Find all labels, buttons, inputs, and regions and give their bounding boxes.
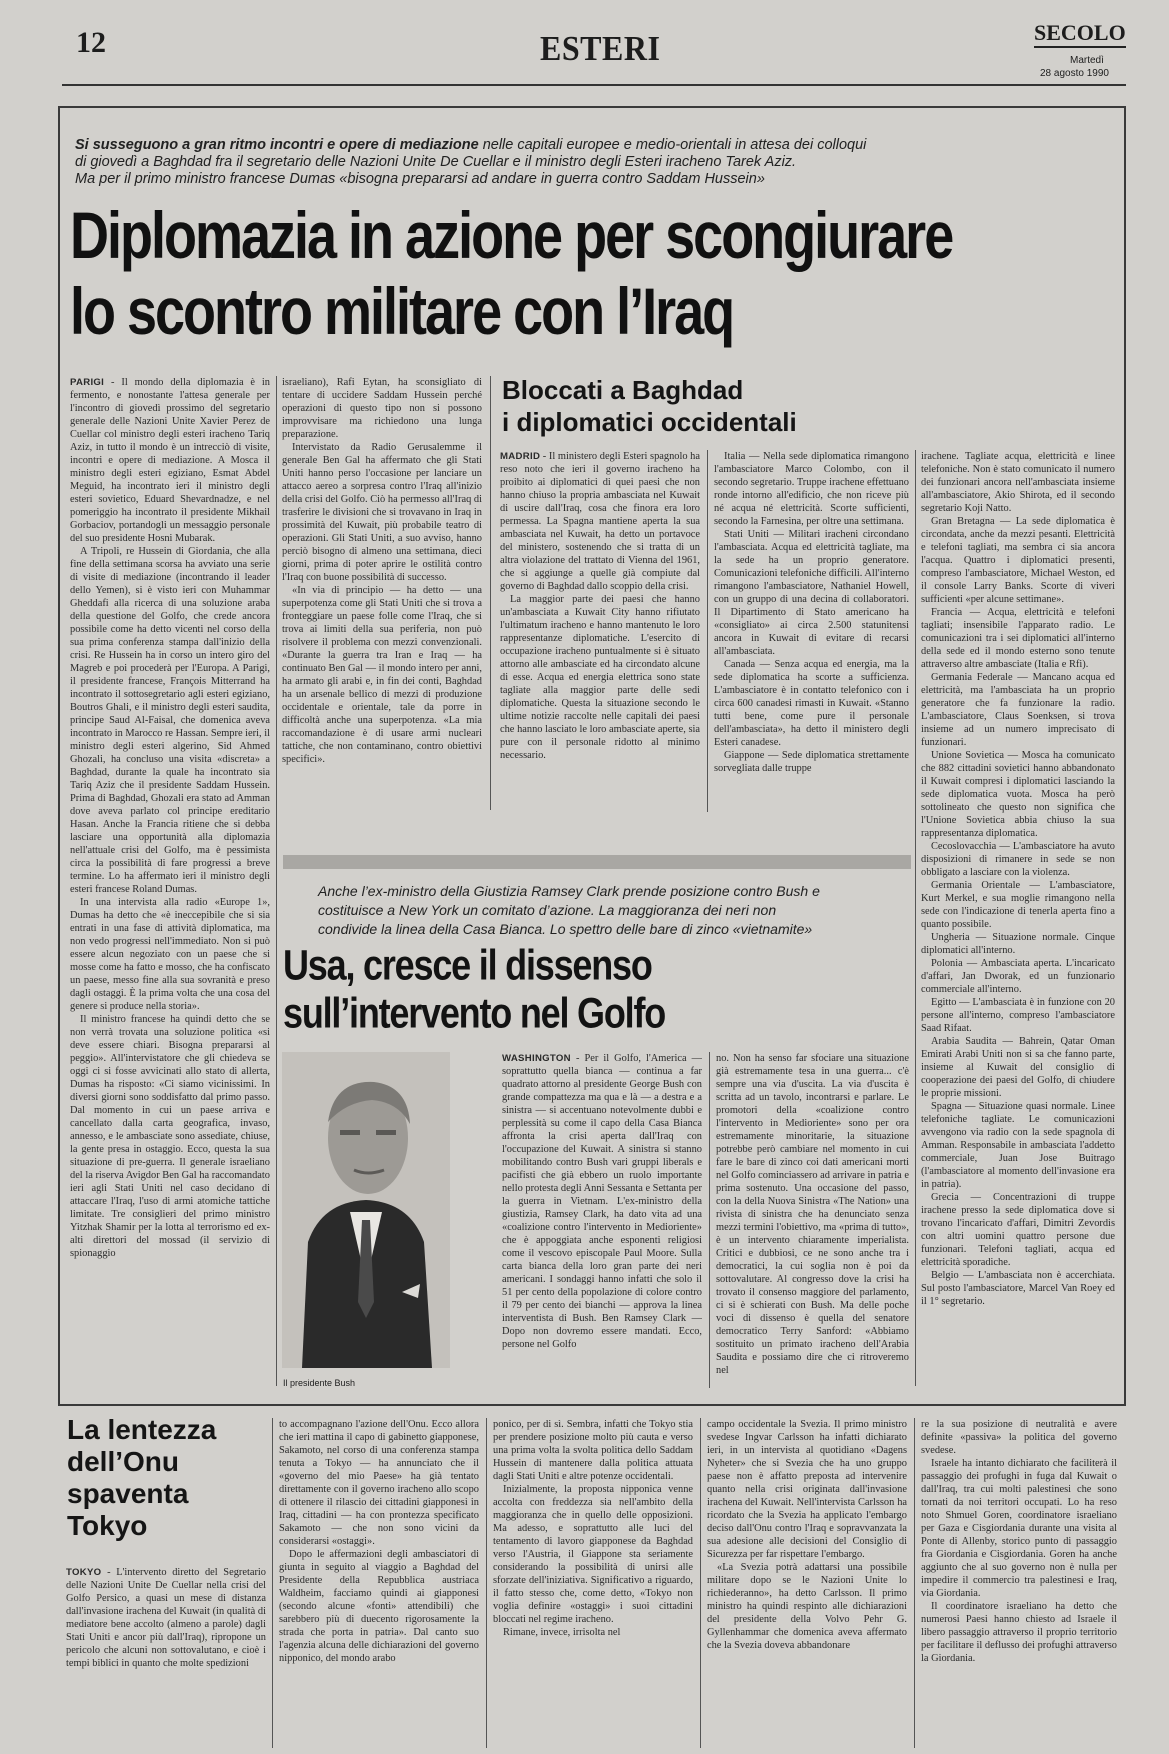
onu-col2-p1: to accompagnano l'azione dell'Onu. Ecco allora che ieri mattina il capo di gabinetto giapponese, Sakamoto, nel corso di una conferenza stampa tenuta a Tokyo — ha annunciato che il «governo del mio Paese» ha già tentato direttamente con il governo iracheno allo scopo di ottenere il rilascio dei cittadini giapponesi in Iraq, cittadini — ha con prontezza specificato Sakamoto — che non sono vicini da considerarsi «ostaggi».: [279, 1419, 479, 1547]
column-divider: [490, 376, 491, 810]
onu-headline-1: La lentezza: [67, 1414, 217, 1445]
usa-headline-1: Usa, cresce il dissenso: [283, 940, 652, 989]
dateline-madrid: MADRID: [500, 451, 541, 462]
usa-top-band: [283, 855, 911, 869]
usa-deck-line-2: costituisce a New York un comitato d’azione. La maggioranza dei neri non: [318, 902, 777, 918]
onu-col4-p2: «La Svezia potrà adattarsi una possibile militare dopo se le Nazioni Unite lo richiederanno», ha detto Carlsson. Il primo ministro ha quindi respinto alle dichiarazioni del presidente della Volvo Pehr G. Gyllenhammar che domenica aveva affermato che la Svezia doveva abbandonare: [707, 1562, 907, 1651]
lead-col2-p1: israeliano), Rafi Eytan, ha sconsigliato di tentare di uccidere Saddam Hussein perché operazioni di questo tipo non si possono improvvisare ma richiedono una lunga preparazione.: [282, 377, 482, 440]
baghdad-col3-p13: Grecia — Concentrazioni di truppe irachene presso la sede diplomatica dove si trovano l'incaricato d'affari, Dimitri Zevordis con altri uomini quattro persone due funzionari. Telefoni tagliati, acqua ed elettricità sporadiche.: [921, 1192, 1115, 1268]
onu-col3-p2: Inizialmente, la proposta nipponica venne accolta con freddezza sia nell'ambito della maggioranza che in quello delle opposizioni. Ma adesso, e soprattutto alle luci del tentamento di lavoro giapponese da Baghdad verso l'Austria, il Giappone sta seriamente considerando la possibilità di unirsi alle sforzate dell'iniziativa. Significativo a riguardo, il fatto stesso che, come detto, «Tokyo non voglia definire «ostaggi» i suoi cittadini bloccati nel regime iracheno.: [493, 1484, 693, 1625]
onu-col5-p2: Israele ha intanto dichiarato che faciliterà il passaggio dei profughi in fuga dal Kuwait o dall'Iraq, tra cui molti palestinesi che sono tornati da noi territori occupati. Lo ha reso noto Shmuel Goren, coordinatore israeliano per Gaza e Cisgiordania durante una visita al Ponte di Allenby, storico punto di passaggio fra Giordania e Cisgiordania. Goren ha anche aggiunto che al suo governo non è nulla per impedire il commercio tra palestinesi e Iraq, via Giordania.: [921, 1458, 1117, 1599]
lead-col1-p3: In una intervista alla radio «Europe 1», Dumas ha detto che «è ineccepibile che si sia entrati in una fase di attività diplomatica, ma non vedo progressi nell'immediato. Non si può essere alcun negoziato con un paese che si mosse come ha fatto e mosso, che ha confiscato un paese, messo fine alla sua sovranità e preso dagli ostaggi. È la prima volta che una cosa del genere si produce nella storia».: [70, 897, 270, 1012]
baghdad-col1-p2: La maggior parte dei paesi che hanno un'ambasciata a Kuwait City hanno rifiutato l'ultimatum iracheno e hanno mantenuto le loro rappresentanze diplomatiche. L'esercito di occupazione iracheno puntualmente si è situato attorno alle ambasciate ed ha circondato alcune di esse. Acqua ed energia elettrica sono state tagliate alla maggior parte delle sedi diplomatiche. Questa la situazione secondo le ultime notizie raccolte nelle capitali dei paesi che hanno lasciato le loro ambasciate aperte, sia pure con il personale ridotto al minimo necessario.: [500, 594, 700, 761]
baghdad-col2-p4: Giappone — Sede diplomatica strettamente sorvegliata dalle truppe: [714, 750, 909, 774]
deck-lead-bold: Si susseguono a gran ritmo incontri e opere di mediazione: [75, 137, 479, 153]
column-divider: [272, 1418, 273, 1748]
onu-headline-4: Tokyo: [67, 1510, 148, 1541]
column-divider: [915, 450, 916, 1386]
usa-deck: [318, 882, 913, 939]
baghdad-col3-p5: Unione Sovietica — Mosca ha comunicato che 882 cittadini sovietici hanno abbandonato il Kuwait compresi i diplomatici lasciando la sede diplomatica vuota. Mosca ha però sottolineato che questo non significa che l'Unione Sovietica abbia chiuso la sua rappresentanza diplomatica.: [921, 750, 1115, 839]
baghdad-col3-p2: Gran Bretagna — La sede diplomatica è circondata, anche da mezzi pesanti. Elettricità e telefoni tagliati, ma sembra ci sia ancora l'acqua. Quattro i diplomatici presenti, compreso l'ambasciatore, Michael Weston, ed il console Larry Banks. Scorte di viveri sufficienti «per alcune settimane».: [921, 516, 1115, 605]
lead-headline-1: Diplomazia in azione per scongiurare: [70, 199, 953, 273]
lead-column-1: [70, 376, 270, 1386]
bush-photo: [282, 1052, 450, 1368]
onu-column-3: [493, 1418, 693, 1748]
section-title: ESTERI: [540, 28, 661, 68]
usa-column-1: [502, 1052, 702, 1388]
baghdad-col2-p3: Canada — Senza acqua ed energia, ma la sede diplomatica ha scorte a sufficienza. L'ambasciatore è in contatto telefonico con i circa 600 canadesi rimasti in Kuwait. «Stanno tutti bene, come pure il personale dell'ambasciata», ha detto il ministero degli Esteri canadese.: [714, 659, 909, 748]
baghdad-headline-2: i diplomatici occidentali: [502, 407, 797, 437]
masthead-rule: [62, 84, 1126, 86]
lead-col1-p4: Il ministro francese ha quindi detto che se non verrà trovata una soluzione politica «si deve essere chiari. Bisogna prepararsi al peggio». All'intervistatore che gli chiedeva se oggi ci si fosse avvicinati allo stato di allerta, Dumas ha risposto: «Ci siamo vicinissimi. In diversi giorni sono soddisfatto dal primo passo. Dal momento in cui un paese arriva e cancellato dalla carta geografica, invaso, annesso, e le ambasciate sono assediate, chiuse, la gente presa in ostaggio. Ecco, questa la sua situazione di pre-guerra. Il generale israeliano del la riserva Avigdor Ben Gal ha raccomandato ieri agli Stati Uniti nel caso decidano di attaccare l'Iraq, l'uso di armi atomiche tattiche limitate. Tre consiglieri del primo ministro Yitzhak Shamir per la lotta al terrorismo ed ex-alti direttori del mossad (il servizio di spionaggio: [70, 1014, 270, 1259]
baghdad-col3-p12: Spagna — Situazione quasi normale. Linee telefoniche tagliate. Le comunicazioni avvengono via radio con la sede spagnola di Amman. Responsabile in ambasciata l'addetto commerciale, Juan Jose Buitrago (l'ambasciatore al momento dell'invasione era in patria).: [921, 1101, 1115, 1190]
onu-col5-p3: Il coordinatore israeliano ha detto che numerosi Paesi hanno chiesto ad Israele il libero passaggio attraverso il proprio territorio per facilitare il deflusso dei profughi attraverso la Giordania.: [921, 1601, 1117, 1664]
lead-col1-p2: A Tripoli, re Hussein di Giordania, che alla fine della settimana scorsa ha avviato una serie di visite di mediazione (incontrando il leader dello Yemen), si è visto ieri con Muhammar Gheddafi alla ricerca di una soluzione araba della questione del Golfo, che crede ancora possibile come ha detto vicenti nel corso della sua prima conferenza stampa dall'inizio della crisi. Re Hussein ha in corso un intero giro del Magreb e poi procederà per l'Europa. A Parigi, il presidente francese, François Mitterrand ha incontrato il sottosegretario agli esteri egiziano, Boutros Ghali, e il ministro degli esteri saudita, principe Saud Al-Faisal, che domenica aveva incontrato in Marocco re Hassan. Sempre ieri, il ministro degli esteri algerino, Sid Ahmed Ghozali, ha concluso una visita «discreta» a Baghdad, durante la quale ha incontrato sia Tariq Aziz che il presidente Saddam Hussein. Prima di Baghdad, Ghozali era stato ad Amman dove aveva parlato col principe ereditario Hasan. Anche la Francia ritiene che si debba lasciare una opportunità alla diplomazia nell'attuale crisi del Golfo, ma è pessimista circa la possibilità di fare progressi a breve termine. Lo ha affermato ieri il ministro degli esteri francese Roland Dumas.: [70, 546, 270, 895]
onu-column-1: [66, 1566, 266, 1748]
column-divider: [709, 1052, 710, 1388]
column-divider: [276, 376, 277, 1386]
lead-headline-2: lo scontro militare con l’Iraq: [70, 275, 734, 349]
lead-deck: [75, 137, 1105, 188]
dateline-parigi: PARIGI: [70, 377, 105, 388]
onu-col3-p1: ponico, per di sì. Sembra, infatti che Tokyo stia per prendere posizione molto più cauta e verso una prima volta la svolta politica dello Saddam Hussein di mantenere dalla politica attuata dagli Stati Uniti e altre potenze occidentali.: [493, 1419, 693, 1482]
newspaper-logo: SECOLO: [1034, 20, 1126, 48]
lead-col1-p1: - Il mondo della diplomazia è in fermento, e nonostante l'attesa generale per l'incontro di giovedì prossimo del segretario generale delle Nazioni Unite Xavier Perez de Cuellar col ministro degli esteri iracheno Tariq Aziz, in tutto il mondo è un intrecciò di visite, incontri e opere di mediazione. A Mosca il ministro degli esteri egiziano, Esmat Abdel Meguid, ha incontrato ieri il ministro degli esteri sovietico, Eduard Shevardnadze, e nel pomeriggio ha incontrato il presidente Mikhail Gorbaciov, portandogli un messaggio personale del suo presidente Hosni Mubarak.: [70, 377, 270, 544]
baghdad-column-2: [714, 450, 909, 812]
onu-column-4: [707, 1418, 907, 1748]
issue-day: Martedì: [1070, 55, 1104, 66]
column-divider: [486, 1418, 487, 1748]
onu-headline-2: dell’Onu: [67, 1446, 179, 1477]
baghdad-col3-p8: Ungheria — Situazione normale. Cinque diplomatici all'interno.: [921, 932, 1115, 956]
photo-caption: Il presidente Bush: [283, 1378, 356, 1388]
baghdad-column-1: [500, 450, 700, 812]
baghdad-col3-p11: Arabia Saudita — Bahrein, Qatar Oman Emirati Arabi Uniti non si sa che fanno parte, insieme al Kuwait del consiglio di cooperazione dei paesi del Golfo, di chiudere le proprie missioni.: [921, 1036, 1115, 1099]
usa-deck-line-3: condivide la linea della Casa Bianca. Lo spettro delle bare di zinco «vietnamite»: [318, 921, 813, 937]
dateline-washington: WASHINGTON: [502, 1053, 571, 1064]
dateline-tokyo: TOKYO: [66, 1567, 102, 1578]
usa-deck-line-1: Anche l’ex-ministro della Giustizia Ramsey Clark prende posizione contro Bush e: [318, 883, 820, 899]
issue-date: 28 agosto 1990: [1040, 68, 1109, 79]
baghdad-col3-p9: Polonia — Ambasciata aperta. L'incaricato d'affari, Jan Dworak, ed un funzionario commerciale all'interno.: [921, 958, 1115, 995]
lead-col2-p3: «In via di principio — ha detto — una superpotenza come gli Stati Uniti che si trova a fronteggiare un paese folle come l'Iraq, che si trova ai limiti della sua periferia, non può risolvere il problema con mezzi convenzionali. «Durante la guerra tra Iran e Iraq — ha continuato Ben Gal — il mondo intero per anni, ha armato gli arabi e, in fin dei conti, Baghdad ha un arsenale bellico di mezzi di produzione occidentale e orientale, tale da porre in difficoltà anche una superpotenza. «La mia raccomandazione è di usare armi nucleari tattiche, che non contaminano, contro obiettivi specifici».: [282, 585, 482, 765]
baghdad-col2-p1: Italia — Nella sede diplomatica rimangono l'ambasciatore Marco Colombo, con il secondo segretario. Truppe irachene effettuano ronde intorno all'edificio, che non riceve più né acqua né elettricità. Scorte sufficienti, secondo la Farnesina, per oltre una settimana.: [714, 451, 909, 527]
onu-col1-p1: - L'intervento diretto del Segretario delle Nazioni Unite De Cuellar nella crisi del Golfo Persico, a quasi un mese di distanza dall'invasione irachena del Kuwait (in qualità di mediatore bene accolto (almeno a parole) dagli Stati Uniti e ancor più dall'Iraq), ripropone un pericolo che alcuni non sottovalutano, e cioè i tempi biblici in quanto che molte spedizioni: [66, 1567, 266, 1669]
baghdad-col1-p1: - Il ministero degli Esteri spagnolo ha reso noto che ieri il governo iracheno ha proibito ai diplomatici di quei paesi che non hanno chiuso la propria ambasciata nel Kuwait di uscire dall'Iraq, cosa che finora era loro permessa. La Spagna mantiene aperta la sua ambasciata nel Kuwait, ha detto un portavoce del ministero, sostenendo che si tratta di un altra violazione del trattato di Vienna del 1961, che si aggiunge a quelle già compiute dal governo di Baghdad dallo scoppio della crisi.: [500, 451, 700, 592]
baghdad-col2-p2: Stati Uniti — Militari iracheni circondano l'ambasciata. Acqua ed elettricità tagliate, ma la sede ha un proprio generatore. Comunicazioni telefoniche difficili. All'interno rimangono l'ambasciatore, Nathaniel Howell, con un gruppo di una decina di collaboratori. Il Dipartimento di Stato americano ha «consigliato» ai circa 2.500 statunitensi ancora in Kuwait di evitare di recarsi all'ambasciata.: [714, 529, 909, 657]
onu-col2-p2: Dopo le affermazioni degli ambasciatori di giunta in seguito al viaggio a Baghdad del Presidente della Repubblica austriaca Waldheim, facciamo quindi ai giapponesi (secondo alcune «fonti» attendibili) che sarebbero più di duecento rigorosamente la strada che porta in patria». Dal canto suo l'agenzia alcuna delle dichiarazioni del governo nipponico, del mondo arabo: [279, 1549, 479, 1664]
baghdad-col3-p6: Cecoslovacchia — L'ambasciatore ha avuto disposizioni di rimanere in sede se non obbligato a lasciare con la violenza.: [921, 841, 1115, 878]
onu-col3-p3: Rimane, invece, irrisolta nel: [503, 1627, 621, 1638]
deck-rest: nelle capitali europee e medio-orientali in attesa dei colloqui: [478, 137, 867, 153]
onu-column-2: [279, 1418, 479, 1748]
baghdad-col3-p1: irachene. Tagliate acqua, elettricità e linee telefoniche. Non è stato comunicato il numero dei funzionari ancora nell'ambasciata insieme all'ambasciatore, Akio Shirota, ed il secondo segretario Koji Natto.: [921, 451, 1115, 514]
baghdad-headline-1: Bloccati a Baghdad: [502, 375, 744, 405]
onu-headline-3: spaventa: [67, 1478, 189, 1509]
column-divider: [707, 450, 708, 812]
usa-column-2: [716, 1052, 909, 1388]
column-divider: [700, 1418, 701, 1748]
page-number: 12: [76, 26, 106, 59]
onu-col5-p1: re la sua posizione di neutralità e avere definite «passiva» la politica del governo svedese.: [921, 1419, 1117, 1456]
portrait-illustration: [282, 1052, 450, 1368]
baghdad-col3-p10: Egitto — L'ambasciata è in funzione con 20 persone all'interno, compreso l'ambasciatore Saad Rifaat.: [921, 997, 1115, 1034]
usa-col1-p1: - Per il Golfo, l'America — soprattutto quella bianca — continua a far quadrato attorno al presidente George Bush con grande compattezza ma qua e là — a destra e a sinistra — si accentuano notevolmente dubbi e perplessità su come il capo della Casa Bianca affronta la crisi aperta dall'Iraq con l'occupazione del Kuwait. A sinistra si stanno mobilitando contro Bush vari gruppi liberals e pacifisti che già ebbero un ruolo importante nello protesta degli Anni Sessanta e Settanta per la guerra in Vietnam. L'ex-ministro della giustizia, Ramsey Clark, ha dato vita ad una «coalizione contro l'intervento in Medioriente» che è appoggiata anche esponenti religiosi come il vescovo episcopale Paul Moore. Sulla carta bianca della loro gran parte dei neri americani. I sondaggi hanno infatti che solo il 51 per cento della popolazione di colore contro il 79 per cento dei bianchi — approva la linea interventista di Bush. Ben Ramsey Clark — Dopo non dovremo essere mandati. Ecco, persone nel Golfo: [502, 1053, 702, 1350]
baghdad-col3-p7: Germania Orientale — L'ambasciatore, Kurt Merkel, e sua moglie rimangono nella sede con l'indicazione di tenerla aperta fino a quanto possibile.: [921, 880, 1115, 930]
lead-column-2: [282, 376, 482, 810]
usa-headline-2: sull’intervento nel Golfo: [283, 988, 666, 1037]
lead-col2-p2: Intervistato da Radio Gerusalemme il generale Ben Gal ha affermato che gli Stati Uniti hanno perso l'occasione per lanciare un attacco aereo a sorpresa contro l'Iraq all'inizio della crisi del Golfo. Ciò ha permesso all'Iraq di trasferire le divisioni che si trovavano in Iraq in prossimità del Kuwait, più probabile teatro di operazioni. Gli Stati Uniti, a suo avviso, hanno perciò bisogno di almeno una settimana, dieci giorni, prima di poter aprire le ostilità contro l'Iraq con buone possibilità di successo.: [282, 442, 482, 583]
baghdad-col3-p4: Germania Federale — Mancano acqua ed elettricità, ma l'ambasciata ha un proprio generatore che fa funzionare la radio. L'ambasciatore, Claus Soenksen, si trova insieme ad un numero imprecisato di funzionari.: [921, 672, 1115, 748]
onu-col4-p1: campo occidentale la Svezia. Il primo ministro svedese Ingvar Carlsson ha infatti dichiarato ieri, in un intervista al quotidiano «Dagens Nyheter» che si Svezia che ha uno gruppo paese non è affatto preposta ad intervenire quanto nella crisi originata dall'invasione irachena del Kuwait. Nell'intervista Carlsson ha ricordato che la Svezia ha applicato l'embargo deciso dall'Onu contro l'Iraq e sopravvanzata la sua adesione alle decisioni del Consiglio di Sicurezza per far rispettare l'embargo.: [707, 1419, 907, 1560]
usa-col2-p1: no. Non ha senso far sfociare una situazione già estremamente tesa in una guerra... c'è sempre una via d'uscita. La via d'uscita è scritta ad un tavolo, incontrarsi e parlare. Le promotori della «coalizione contro l'intervento in Medioriente» sono per ora estremamente minoritarie, la situazione potrebbe però cambiare nel momento in cui fare le bare di zinco coi dati americani morti nel Golfo cominciassero ad arrivare in patria e prima sostenuto. Una occasione del passo, con la della Nuova Sinistra «The Nation» una rivista di sinistra che ha denunciato senza mezzi termini l'obiettivo, ma «prima di tutto», è un intervento chiaramente imperialista. Critici e dubbiosi, ce ne sono anche tra i democratici, la cui soglia non è poi da sottovalutare. Al congresso dove la crisi ha trovato il consenso maggiore del parlamento, ci si è schierati con Bush. Ma delle poche voci di dissenso è quella del senatore democratico Terry Sanford: «Abbiamo sostituito un primato iracheno dell'Arabia Saudita e possiamo dire che ci ritroveremo nel: [716, 1053, 909, 1376]
deck-line-2: di giovedì a Baghdad fra il segretario delle Nazioni Unite De Cuellar e il ministro degli Esteri iracheno Tarek Aziz.: [75, 154, 797, 170]
baghdad-col3-p14: Belgio — L'ambasciata non è accerchiata. Sul posto l'ambasciatore, Marcel Van Roey ed il 1° segretario.: [921, 1270, 1115, 1307]
baghdad-col3-p3: Francia — Acqua, elettricità e telefoni tagliati; insensibile l'apparato radio. Le comunicazioni tra i sei diplomatici all'interno della sede ed il mondo esterno sono tenute attraverso altre ambasciate (Italia e Rfi).: [921, 607, 1115, 670]
onu-column-5: [921, 1418, 1117, 1748]
deck-line-3: Ma per il primo ministro francese Dumas «bisogna prepararsi ad andare in guerra contro Saddam Hussein»: [75, 171, 765, 187]
baghdad-column-3: [921, 450, 1115, 1386]
column-divider: [914, 1418, 915, 1748]
